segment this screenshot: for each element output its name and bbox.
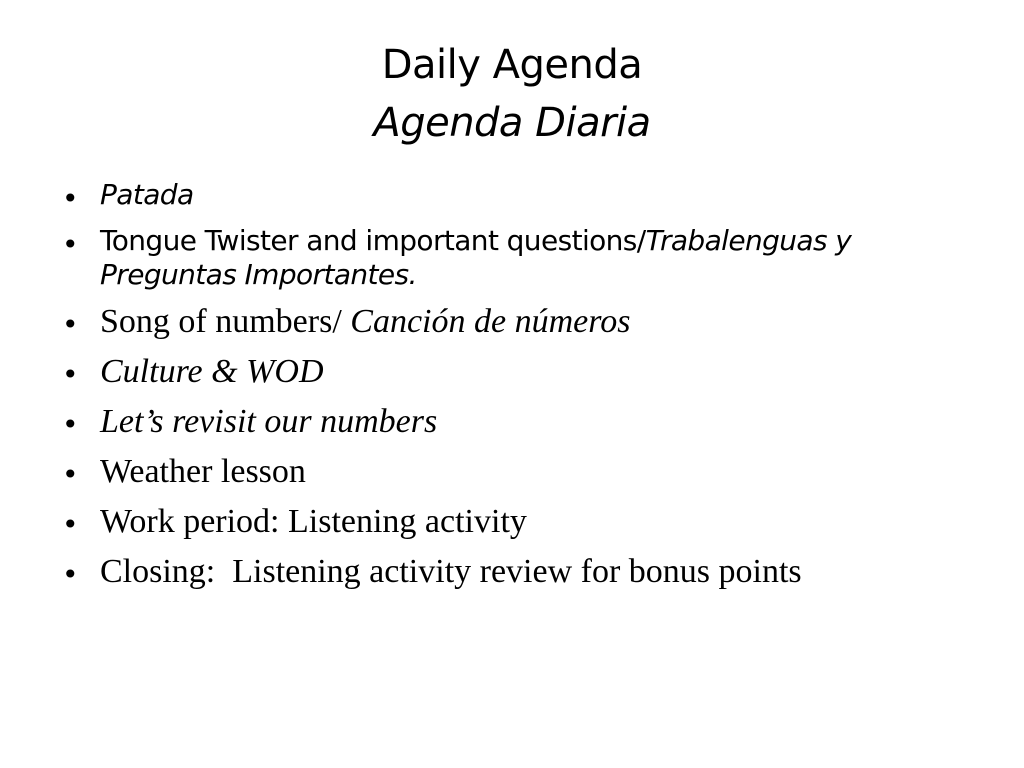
agenda-item-text: Closing: Listening activity review for bonus points bbox=[100, 553, 802, 590]
agenda-item-culture bbox=[62, 354, 982, 390]
agenda-item-text: Weather lesson bbox=[100, 453, 306, 490]
slide-title bbox=[0, 36, 1024, 152]
agenda-item-text: Let’s revisit our numbers bbox=[100, 403, 438, 440]
agenda-item-patada bbox=[62, 178, 982, 215]
bullet-icon: • bbox=[62, 458, 79, 491]
agenda-list bbox=[62, 178, 982, 600]
bullet-icon: • bbox=[62, 182, 79, 215]
agenda-item-text-spanish: Canción de números bbox=[350, 303, 631, 340]
agenda-item-revisit-numbers bbox=[62, 404, 982, 440]
agenda-item-closing bbox=[62, 554, 982, 590]
title-english: Daily Agenda bbox=[381, 42, 643, 88]
bullet-icon: • bbox=[62, 508, 79, 541]
bullet-icon: • bbox=[62, 308, 79, 341]
agenda-item-text: Patada bbox=[100, 178, 194, 211]
title-spanish: Agenda Diaria bbox=[373, 100, 651, 146]
agenda-item-text: Work period: Listening activity bbox=[100, 503, 527, 540]
agenda-item-song-of-numbers bbox=[62, 304, 982, 340]
bullet-icon: • bbox=[62, 358, 79, 391]
bullet-icon: • bbox=[62, 408, 79, 441]
bullet-icon: • bbox=[62, 228, 79, 261]
agenda-item-text-spanish: Trabalenguas y Preguntas Importantes. bbox=[100, 224, 852, 291]
agenda-item-tongue-twister bbox=[62, 224, 982, 292]
agenda-item-text: Song of numbers/ bbox=[100, 303, 351, 340]
agenda-item-weather-lesson bbox=[62, 454, 982, 490]
bullet-icon: • bbox=[62, 558, 79, 591]
agenda-item-text: Tongue Twister and important questions/ bbox=[100, 224, 646, 257]
agenda-item-work-period bbox=[62, 504, 982, 540]
agenda-item-text: Culture & WOD bbox=[100, 353, 324, 390]
